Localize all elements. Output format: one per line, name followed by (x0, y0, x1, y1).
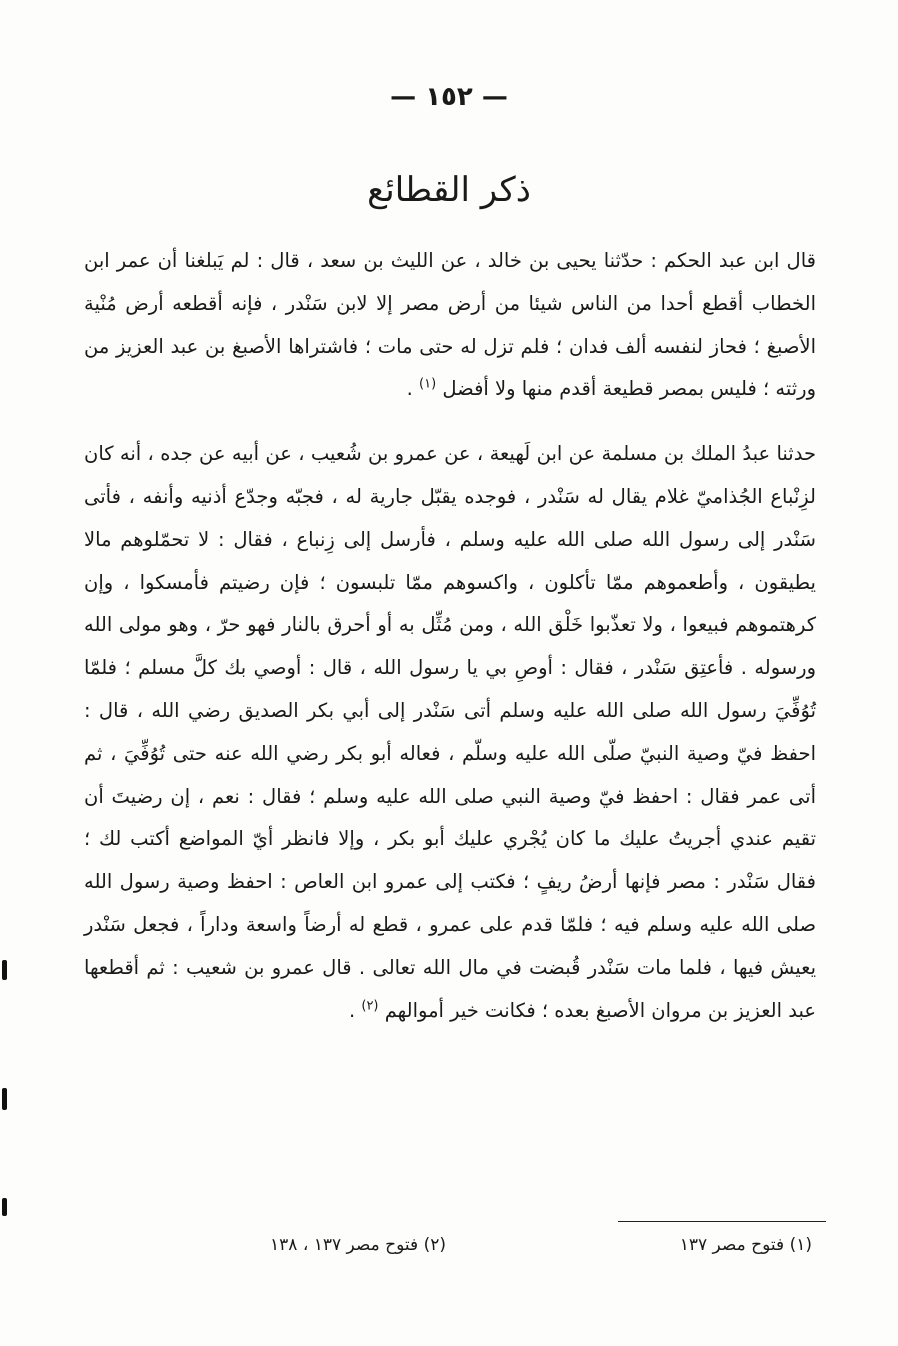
paragraph: قال ابن عبد الحكم : حدّثنا يحيى بن خالد ، عن الليث بن سعد ، قال : لم يَبلغنا أن عمر ابن الخطاب أقطع أحدا من الناس شيئا من أرض مصر إلا لابن سَنْدر ، فإنه أقطعه أرض مُنْية الأصبغ ؛ فحاز لنفسه ألف فدان ؛ فلم تزل له حتى مات ؛ فاشتراها الأصبغ بن عبد العزيز من ورثته ؛ فليس بمصر قطيعة أقدم منها ولا أفضل $^{(١)}$ . (84, 249, 816, 401)
footnote-divider (618, 1221, 826, 1222)
main-text (84, 240, 816, 1032)
scan-edge-mark (2, 1198, 7, 1216)
footnote: (١) فتوح مصر ١٣٧ (679, 1235, 812, 1255)
page-number: — ١٥٢ — (390, 82, 508, 112)
scan-edge-mark (2, 1088, 7, 1110)
footnote-reference: (٢) (361, 998, 379, 1014)
paragraph-text: حدثنا عبدُ الملك بن مسلمة عن ابن لَهيعة ، عن عمرو بن شُعيب ، عن أبيه عن جده ، أنه كان لزِنْباع الجُذاميّ غلام يقال له سَنْدر ، فوجده يقبّل جارية له ، فجبّه وجدّع أذنيه وأنفه ، فأتى سَنْدر إلى رسول الله صلى الله عليه وسلم ، فأرسل إلى زِنباع ، فقال : لا تحمّلوهم مالا يطيقون ، وأطعموهم ممّا تأكلون ، واكسوهم ممّا تلبسون ؛ فإن رضيتم فأمسكوا ، وإن كرهتموهم فبيعوا ، ولا تعذّبوا خَلْق الله ، ومن مُثِّل به أو أحرق بالنار فهو حرّ ، وهو مولى الله ورسوله . فأعتِق سَنْدر ، فقال : أوصِ بي يا رسول الله ، قال : أوصي بك كلَّ مسلم ؛ فلمّا تُوُفِّيَ رسول الله صلى الله عليه وسلم أتى سَنْدر إلى أبي بكر الصديق رضي الله ، قال : احفظ فيّ وصية النبيّ صلّى الله عليه وسلّم ، فعاله أبو بكر رضي الله عنه حتى تُوُفِّيَ ، ثم أتى عمر فقال : احفظ فيّ وصية النبي صلى الله عليه وسلم ؛ فقال : نعم ، إن رضيتَ أن تقيم عندي أجريتُ عليك ما كان يُجْري عليك أبو بكر ، وإلا فانظر أيّ المواضع أكتب لك ؛ فقال سَنْدر : مصر فإنها أرضُ ريفٍ ؛ فكتب إلى عمرو ابن العاص : احفظ وصية رسول الله صلى الله عليه وسلم فيه ؛ فلمّا قدم على عمرو ، قطع له أرضاً واسعة وداراً ، فجعل سَنْدر يعيش فيها ، فلما مات سَنْدر قُبضت في مال الله تعالى . قال عمرو بن شعيب : ثم أقطعها عبد العزيز بن مروان الأصبغ بعده ؛ فكانت خير أموالهم (84, 442, 816, 1022)
footnote: (٢) فتوح مصر ١٣٧ ، ١٣٨ (270, 1235, 446, 1255)
footnote-reference: (١) (419, 376, 437, 392)
paragraph-text: قال ابن عبد الحكم : حدّثنا يحيى بن خالد ، عن الليث بن سعد ، قال : لم يَبلغنا أن عمر ابن الخطاب أقطع أحدا من الناس شيئا من أرض مصر إلا لابن سَنْدر ، فإنه أقطعه أرض مُنْية الأصبغ ؛ فحاز لنفسه ألف فدان ؛ فلم تزل له حتى مات ؛ فاشتراها الأصبغ بن عبد العزيز من ورثته ؛ فليس بمصر قطيعة أقدم منها ولا أفضل (84, 249, 816, 401)
paragraph: حدثنا عبدُ الملك بن مسلمة عن ابن لَهيعة ، عن عمرو بن شُعيب ، عن أبيه عن جده ، أنه كان لزِنْباع الجُذاميّ غلام يقال له سَنْدر ، فوجده يقبّل جارية له ، فجبّه وجدّع أذنيه وأنفه ، فأتى سَنْدر إلى رسول الله صلى الله عليه وسلم ، فأرسل إلى زِنباع ، فقال : لا تحمّلوهم مالا يطيقون ، وأطعموهم ممّا تأكلون ، واكسوهم ممّا تلبسون ؛ فإن رضيتم فأمسكوا ، وإن كرهتموهم فبيعوا ، ولا تعذّبوا خَلْق الله ، ومن مُثِّل به أو أحرق بالنار فهو حرّ ، وهو مولى الله ورسوله . فأعتِق سَنْدر ، فقال : أوصِ بي يا رسول الله ، قال : أوصي بك كلَّ مسلم ؛ فلمّا تُوُفِّيَ رسول الله صلى الله عليه وسلم أتى سَنْدر إلى أبي بكر الصديق رضي الله ، قال : احفظ فيّ وصية النبيّ صلّى الله عليه وسلّم ، فعاله أبو بكر رضي الله عنه حتى تُوُفِّيَ ، ثم أتى عمر فقال : احفظ فيّ وصية النبي صلى الله عليه وسلم ؛ فقال : نعم ، إن رضيتَ أن تقيم عندي أجريتُ عليك ما كان يُجْري عليك أبو بكر ، وإلا فانظر أيّ المواضع أكتب لك ؛ فقال سَنْدر : مصر فإنها أرضُ ريفٍ ؛ فكتب إلى عمرو ابن العاص : احفظ وصية رسول الله صلى الله عليه وسلم فيه ؛ فلمّا قدم على عمرو ، قطع له أرضاً واسعة وداراً ، فجعل سَنْدر يعيش فيها ، فلما مات سَنْدر قُبضت في مال الله تعالى . قال عمرو بن شعيب : ثم أقطعها عبد العزيز بن مروان الأصبغ بعده ؛ فكانت خير أموالهم $^{(٢)}$ . (84, 442, 816, 1022)
scan-edge-mark (2, 960, 7, 980)
chapter-title: ذكر القطائع (367, 170, 531, 210)
